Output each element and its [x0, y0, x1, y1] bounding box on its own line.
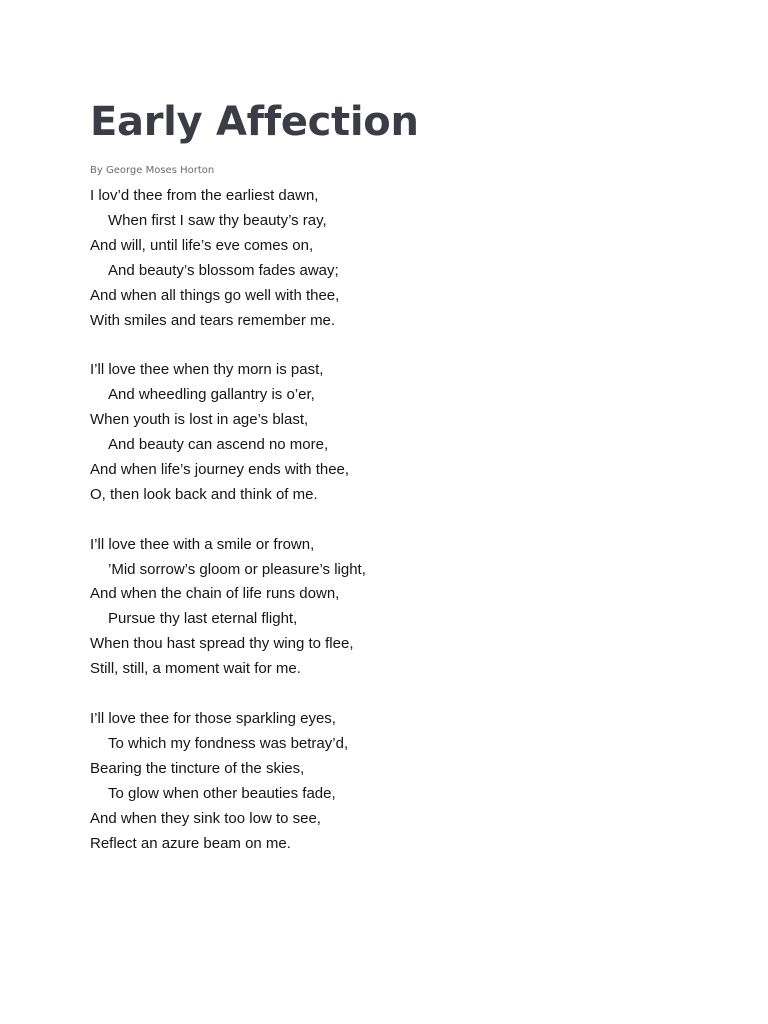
poem-byline: By George Moses Horton — [90, 165, 215, 176]
poem-line: Pursue thy last eternal flight, — [108, 610, 298, 628]
poem-line: And will, until life’s eve comes on, — [90, 236, 314, 254]
poem-body — [90, 184, 690, 856]
poem-line: Bearing the tincture of the skies, — [90, 759, 305, 777]
poem-line: O, then look back and think of me. — [90, 485, 318, 503]
poem-line: To glow when other beauties fade, — [108, 784, 336, 802]
poem-line: And wheedling gallantry is o’er, — [108, 386, 315, 404]
poem-line: ’Mid sorrow’s gloom or pleasure’s light, — [108, 560, 366, 578]
poem-line: And beauty’s blossom fades away; — [108, 261, 339, 279]
stanza-2 — [90, 358, 690, 507]
poem-line: Still, still, a moment wait for me. — [90, 660, 301, 678]
poem-line: And when they sink too low to see, — [90, 809, 321, 827]
poem-line: I’ll love thee for those sparkling eyes, — [90, 709, 336, 727]
poem-line: I lov’d thee from the earliest dawn, — [90, 187, 319, 204]
stanza-3 — [90, 533, 690, 682]
poem-line: To which my fondness was betray’d, — [108, 734, 349, 752]
poem-line: And when life’s journey ends with thee, — [90, 460, 350, 478]
poem-line: Reflect an azure beam on me. — [90, 834, 291, 852]
poem-page — [90, 96, 690, 881]
poem-line: When youth is lost in age’s blast, — [90, 411, 309, 429]
poem-line: And when the chain of life runs down, — [90, 585, 340, 603]
poem-line: And when all things go well with thee, — [90, 286, 340, 304]
stanza-4 — [90, 707, 690, 856]
poem-title: Early Affection — [90, 99, 419, 145]
poem-line: I’ll love thee with a smile or frown, — [90, 535, 315, 553]
poem-line: With smiles and tears remember me. — [90, 311, 336, 329]
poem-line: When thou hast spread thy wing to flee, — [90, 635, 354, 653]
stanza-1 — [90, 184, 690, 333]
poem-line: I’ll love thee when thy morn is past, — [90, 361, 324, 379]
poem-line: And beauty can ascend no more, — [108, 436, 329, 454]
poem-line: When first I saw thy beauty’s ray, — [108, 211, 327, 229]
